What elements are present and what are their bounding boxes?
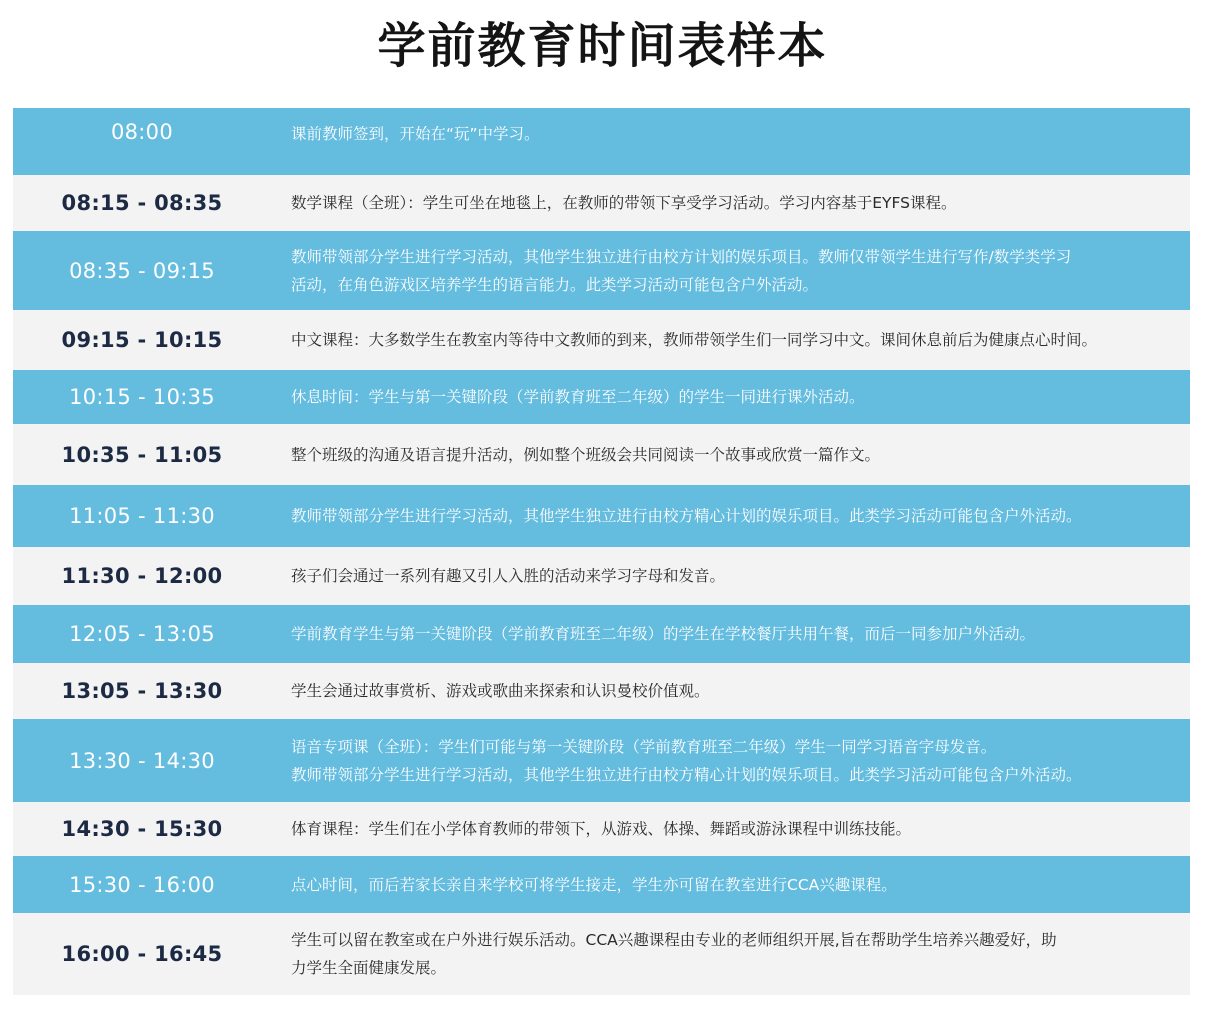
schedule-row	[13, 605, 1190, 663]
time-slot: 12:05 - 13:05	[69, 622, 215, 646]
time-slot: 13:30 - 14:30	[69, 748, 215, 773]
schedule-row	[13, 913, 1190, 995]
activity-description	[271, 926, 1190, 982]
activity-description	[271, 677, 1190, 705]
description-line: 学前教育学生与第一关键阶段（学前教育班至二年级）的学生在学校餐厅共用午餐，而后一同参加户外活动。	[291, 625, 1036, 643]
schedule-row	[13, 108, 1190, 175]
description-line: 课前教师签到，开始在“玩”中学习。	[291, 125, 540, 143]
time-slot: 08:00	[110, 120, 174, 144]
description-line: 休息时间：学生与第一关键阶段（学前教育班至二年级）的学生一同进行课外活动。	[291, 388, 865, 406]
schedule-row	[13, 547, 1190, 605]
activity-description	[271, 620, 1190, 648]
activity-description	[271, 189, 1190, 217]
activity-description	[271, 815, 1190, 843]
description-line: 体育课程：学生们在小学体育教师的带领下，从游戏、体操、舞蹈或游泳课程中训练技能。	[291, 820, 912, 838]
description-line: 中文课程：大多数学生在教室内等待中文教师的到来，教师带领学生们一同学习中文。课间休息前后为健康点心时间。	[291, 331, 1098, 349]
activity-description	[271, 108, 1190, 148]
time-slot: 10:15 - 10:35	[69, 385, 215, 409]
description-line: 学生会通过故事赏析、游戏或歌曲来探索和认识曼校价值观。	[291, 682, 710, 700]
description-line: 教师带领部分学生进行学习活动，其他学生独立进行由校方计划的娱乐项目。教师仅带领学生进行写作/数学类学习	[291, 247, 1072, 266]
time-slot: 13:05 - 13:30	[61, 679, 223, 703]
schedule-row	[13, 663, 1190, 719]
description-line: 孩子们会通过一系列有趣又引人入胜的活动来学习字母和发音。	[291, 567, 726, 585]
time-slot: 16:00 - 16:45	[61, 942, 223, 966]
page-title: 学前教育时间表样本	[377, 18, 828, 74]
description-line: 活动，在角色游戏区培养学生的语言能力。此类学习活动可能包含户外活动。	[291, 275, 819, 294]
schedule-row	[13, 424, 1190, 485]
time-slot: 09:15 - 10:15	[61, 328, 223, 352]
time-slot: 15:30 - 16:00	[69, 872, 215, 897]
description-line: 教师带领部分学生进行学习活动，其他学生独立进行由校方精心计划的娱乐项目。此类学习活动可能包含户外活动。	[291, 765, 1082, 784]
schedule-row	[13, 856, 1190, 913]
activity-description	[271, 733, 1190, 789]
schedule-table	[13, 108, 1190, 995]
time-slot: 08:35 - 09:15	[69, 258, 215, 283]
activity-description	[271, 441, 1190, 469]
description-line: 数学课程（全班）：学生可坐在地毯上，在教师的带领下享受学习活动。学习内容基于EYFS课程。	[291, 194, 957, 212]
activity-description	[271, 383, 1190, 411]
time-slot: 11:30 - 12:00	[61, 564, 223, 588]
description-line: 整个班级的沟通及语言提升活动，例如整个班级会共同阅读一个故事或欣赏一篇作文。	[291, 445, 881, 464]
description-line: 教师带领部分学生进行学习活动，其他学生独立进行由校方精心计划的娱乐项目。此类学习活动可能包含户外活动。	[291, 507, 1082, 525]
schedule-row	[13, 310, 1190, 370]
activity-description	[271, 562, 1190, 590]
activity-description	[271, 502, 1190, 530]
schedule-row	[13, 231, 1190, 310]
description-line: 点心时间，而后若家长亲自来学校可将学生接走，学生亦可留在教室进行CCA兴趣课程。	[291, 875, 897, 894]
activity-description	[271, 326, 1190, 354]
time-slot: 11:05 - 11:30	[69, 504, 215, 528]
time-slot: 08:15 - 08:35	[61, 191, 223, 215]
description-line: 学生可以留在教室或在户外进行娱乐活动。CCA兴趣课程由专业的老师组织开展,旨在帮助学生培养兴趣爱好，助	[291, 931, 1057, 949]
time-slot: 14:30 - 15:30	[61, 817, 223, 841]
activity-description	[271, 243, 1190, 299]
schedule-row	[13, 802, 1190, 856]
schedule-row	[13, 370, 1190, 424]
time-slot: 10:35 - 11:05	[61, 442, 223, 467]
schedule-row	[13, 175, 1190, 231]
schedule-row	[13, 485, 1190, 547]
description-line: 语音专项课（全班）：学生们可能与第一关键阶段（学前教育班至二年级）学生一同学习语音字母发音。	[291, 737, 997, 756]
description-line: 力学生全面健康发展。	[291, 959, 447, 977]
activity-description	[271, 871, 1190, 899]
schedule-row	[13, 719, 1190, 802]
